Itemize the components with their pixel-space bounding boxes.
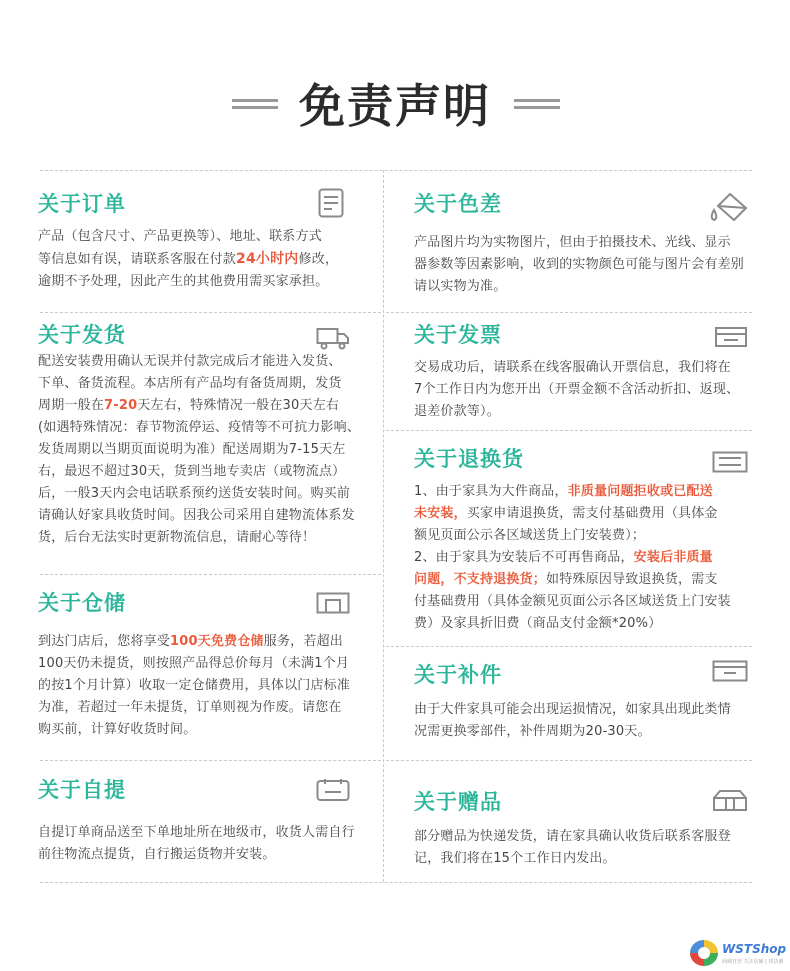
warehouse-icon [316,592,350,614]
divider [386,760,752,761]
section-text: 部分赠品为快递发货，请在家具确认收货后联系客服登 记，我们将在15个工作日内发出。 [414,829,731,866]
truck-icon [316,326,350,350]
return-box-icon [712,451,748,473]
header [0,78,790,134]
divider [386,312,752,313]
pickup-icon [316,778,350,802]
section-heading: 关于色差 [414,192,502,216]
section-heading: 关于自提 [38,778,126,802]
section-text: 产品（包含尺寸、产品更换等）、地址、联系方式 等信息如有误，请联系客服在付款24小时内修改， 逾期不予处理，因此产生的其他费用需买家承担。 [38,229,339,289]
section-text: 自提订单商品送至下单地址所在地级市，收货人需自行 前往物流点提货，自行搬运货物并安装。 [38,825,355,862]
svg-text:WSTShop: WSTShop [722,942,786,956]
section-heading: 关于仓储 [38,591,126,615]
divider [386,646,752,647]
divider [386,430,752,431]
section-heading: 关于赠品 [414,790,502,814]
section-heading: 关于补件 [414,663,502,687]
section-text: 由于大件家具可能会出现运损情况，如家具出现此类情 况需更换零部件，补件周期为20-30天。 [414,702,731,739]
section-text: 产品图片均为实物图片，但由于拍摄技术、光线、显示 器参数等因素影响，收到的实物颜色可能与图片会有差别 请以实物为准。 [414,235,745,294]
section-heading: 关于订单 [38,192,126,216]
section-text: 1、由于家具为大件商品，非质量问题拒收或已配送 未安装，买家申请退换货，需支付基础费用（具体金 额见页面公示各区域送货上门安装费）； 2、由于家具为安装后不可再售商品，安装后非质量 问题，不支持退换货；如特殊原因导致退换货，需支 付基础费用（具体金额见页面公示各区域送货上门安装 费）及家具折旧费（商品支付金额*20%） [414,484,731,631]
parts-box-icon [712,660,748,682]
svg-text:商城自营 关注店铺 | 找货源: 商城自营 关注店铺 | 找货源 [722,959,784,965]
invoice-icon [714,326,748,348]
section-heading: 关于退换货 [414,447,524,471]
section-heading: 关于发货 [38,323,126,347]
divider [40,312,381,313]
gift-icon [712,788,748,812]
divider-top [40,170,752,171]
divider-vertical [383,170,384,882]
section-text: 配送安装费用确认无误并付款完成后才能进入发货、 下单、备货流程。本店所有产品均有备货周期，发货 周期一般在7-20天左右，特殊情况一般在30天左右 (如遇特殊情况：春节物流停运、疫情等不可抗力影响、 发货周期以当期页面说明为准）配送周期为7-15天左 右，最迟不超过30天，货到当地专卖店（或物流点） 后，一般3天内会电话联系预约送货安装时间。购买前 请确认好家具收货时间。因我公司采用自建物流体系发 货，后台无法实时更新物流信息，请耐心等待！ [38,354,361,545]
page-title: 免责声明 [299,79,491,133]
section-text: 到达门店后，您将享受100天免费仓储服务，若超出 100天仍未提货，则按照产品得总价每月（未满1个月 的按1个月计算）收取一定仓储费用，具体以门店标准 为准，若超过一年未提货，订单则视为作废。请您在 购买前，计算好收货时间。 [38,634,351,737]
divider-bottom [40,882,752,883]
wstshop-watermark-logo [690,938,786,968]
section-delivery [38,321,383,549]
section-text: 交易成功后，请联系在线客服确认开票信息，我们将在 7个工作日内为您开出（开票金额不含活动折扣、返现、 退差价款等）。 [414,360,740,419]
title-decoration-right [514,99,560,109]
divider [40,760,381,761]
section-heading: 关于发票 [414,323,502,347]
document-icon [318,188,344,218]
paint-bucket-icon [708,192,750,224]
divider [40,574,381,575]
section-returns [414,445,774,635]
